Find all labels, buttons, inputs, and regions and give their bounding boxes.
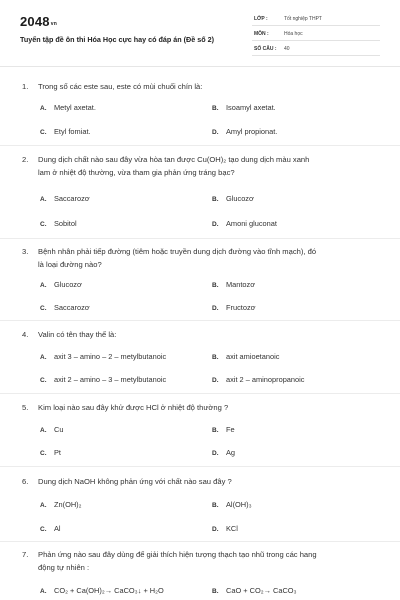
meta-subject-key: MÔN : — [254, 31, 269, 37]
question-5-option-d[interactable]: D. Ag — [212, 448, 236, 457]
header-divider — [0, 66, 400, 67]
meta-count-key: SỐ CÂU : — [254, 46, 277, 52]
question-4-option-c[interactable]: C. axit 2 – amino – 3 – metylbutanoic — [40, 375, 167, 384]
question-2 — [22, 153, 382, 179]
question-divider — [0, 393, 400, 394]
question-line: động tự nhiên : — [38, 563, 90, 572]
question-7-text — [22, 548, 382, 574]
question-line: Trong số các este sau, este có mùi chuối chín là: — [38, 82, 203, 91]
question-divider — [0, 541, 400, 542]
question-6-text — [22, 475, 382, 488]
question-3-option-b[interactable]: B. Mantozơ — [212, 280, 256, 289]
page-header — [0, 0, 400, 66]
question-divider — [0, 320, 400, 321]
question-3-option-d[interactable]: D. Fructozơ — [212, 303, 256, 312]
site-logo[interactable]: $2048^{vn}$ — [20, 14, 57, 29]
meta-grade — [252, 12, 380, 26]
question-7-option-a[interactable]: A. CO₂ + Ca(OH)₂→ CaCO₃↓ + H₂O — [40, 586, 164, 595]
question-6-option-a[interactable]: A. Zn(OH)₂ — [40, 500, 82, 509]
question-2-text — [22, 153, 382, 179]
question-6-option-d[interactable]: D. KCl — [212, 524, 238, 533]
question-3-text — [22, 245, 382, 271]
question-divider — [0, 238, 400, 239]
question-2-option-a[interactable]: A. Saccarozơ — [40, 194, 90, 203]
question-3-option-c[interactable]: C. Saccarozơ — [40, 303, 90, 312]
meta-grade-key: LỚP : — [254, 16, 268, 22]
question-4-option-a[interactable]: A. axit 3 – amino – 2 – metylbutanoic — [40, 352, 167, 361]
question-number: 2. — [22, 155, 29, 164]
meta-count-value: 40 — [284, 46, 290, 52]
question-5 — [22, 401, 382, 414]
question-divider — [0, 145, 400, 146]
question-3 — [22, 245, 382, 271]
question-1-option-d[interactable]: D. Amyl propionat. — [212, 127, 278, 136]
question-line: Dung dịch chất nào sau đây vừa hòa tan được Cu(OH)₂ tạo dung dịch màu xanh — [38, 155, 310, 164]
question-2-option-c[interactable]: C. Sobitol — [40, 219, 77, 228]
question-4-option-b[interactable]: B. axit amioetanoic — [212, 352, 280, 361]
question-2-option-d[interactable]: D. Amoni gluconat — [212, 219, 277, 228]
question-line: là loại đường nào? — [38, 260, 102, 269]
question-number: 6. — [22, 477, 29, 486]
meta-subject-value: Hóa học — [284, 31, 303, 37]
meta-subject — [252, 27, 380, 41]
question-line: Dung dịch NaOH không phản ứng với chất nào sau đây ? — [38, 477, 232, 486]
question-line: Bệnh nhân phải tiếp đường (tiêm hoặc truyền dung dịch đường vào tĩnh mạch), đó — [38, 247, 317, 256]
question-6 — [22, 475, 382, 488]
question-line: Phản ứng nào sau đây dùng để giải thích hiện tượng thạch tạo nhũ trong các hang — [38, 550, 317, 559]
document-title: Tuyển tập đề ôn thi Hóa Học cực hay có đáp án (Đề số 2) — [20, 35, 214, 44]
question-1-text — [22, 80, 382, 93]
question-line: Kim loại nào sau đây khử được HCl ở nhiệt độ thường ? — [38, 403, 229, 412]
question-6-option-c[interactable]: C. Al — [40, 524, 61, 533]
question-1-option-a[interactable]: A. Metyl axetat. — [40, 103, 96, 112]
meta-question-count — [252, 42, 380, 56]
question-number: 5. — [22, 403, 29, 412]
question-number: 1. — [22, 82, 29, 91]
question-4-text — [22, 328, 382, 341]
question-4-option-d[interactable]: D. axit 2 – aminopropanoic — [212, 375, 305, 384]
question-number: 3. — [22, 247, 29, 256]
question-line: lam ở nhiệt độ thường, vừa tham gia phản ứng tráng bạc? — [38, 168, 235, 177]
question-number: 7. — [22, 550, 29, 559]
question-5-text — [22, 401, 382, 414]
question-2-option-b[interactable]: B. Glucozơ — [212, 194, 254, 203]
question-5-option-c[interactable]: C. Pt — [40, 448, 61, 457]
question-1-option-c[interactable]: C. Etyl fomiat. — [40, 127, 91, 136]
question-line: Valin có tên thay thế là: — [38, 330, 117, 339]
question-number: 4. — [22, 330, 29, 339]
question-divider — [0, 466, 400, 467]
question-6-option-b[interactable]: B. Al(OH)₃ — [212, 500, 252, 509]
meta-grade-value: Tốt nghiệp THPT — [284, 16, 322, 22]
question-5-option-b[interactable]: B. Fe — [212, 425, 235, 434]
question-7-option-b[interactable]: B. CaO + CO₂→ CaCO₃ — [212, 586, 297, 595]
question-1-option-b[interactable]: B. Isoamyl axetat. — [212, 103, 276, 112]
question-3-option-a[interactable]: A. Glucozơ — [40, 280, 82, 289]
question-5-option-a[interactable]: A. Cu — [40, 425, 64, 434]
question-7 — [22, 548, 382, 574]
question-4 — [22, 328, 382, 341]
question-1 — [22, 80, 382, 93]
